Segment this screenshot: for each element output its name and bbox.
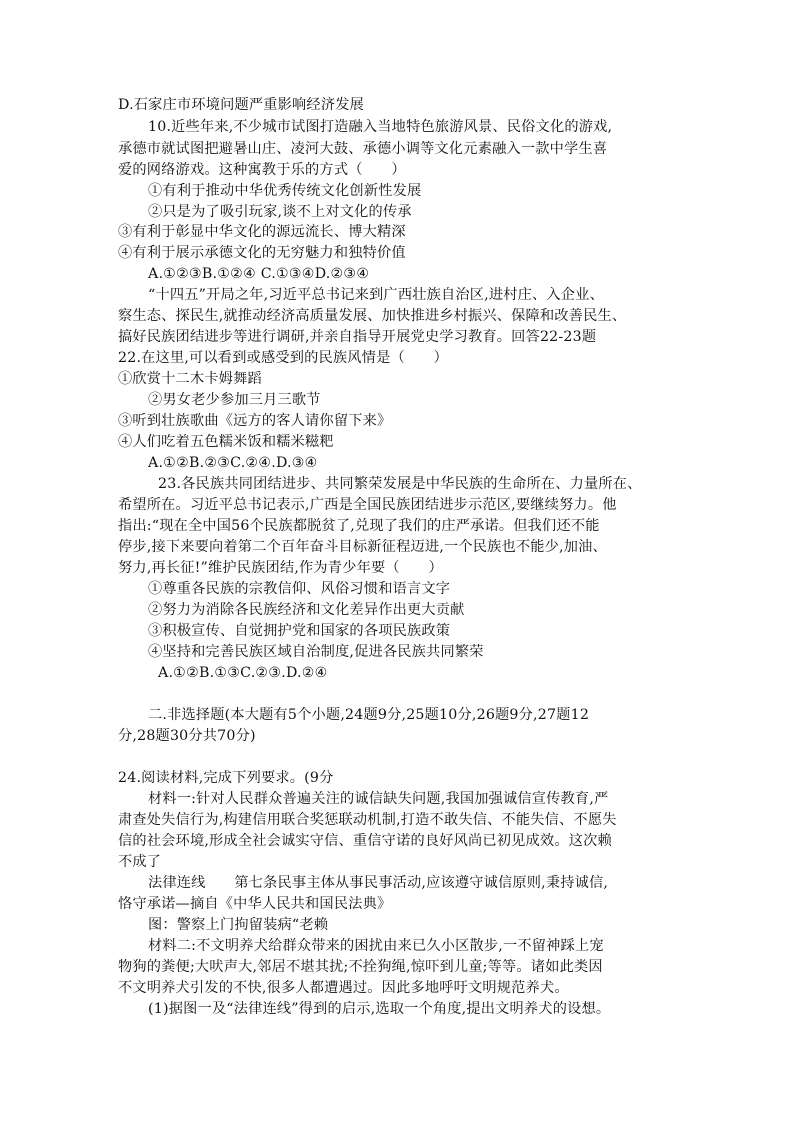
question-10-line-2: 承德市就试图把避暑山庄、凌河大鼓、承德小调等文化元素融入一款中学生喜	[118, 141, 608, 157]
q24-material-1-line-3: 信的社会环境,形成全社会诚实守信、重信守诺的良好风尚已初见成效。这次赖	[118, 833, 612, 849]
q22-statement-2: ②男女老少参加三月三歌节	[148, 392, 321, 408]
law-link-line-1: 法律连线 第七条民事主体从事民事活动,应该遵守诚信原则,秉持诚信,	[148, 875, 609, 891]
q24-subquestion-1: (1)据图一及“法律连线”得到的启示,选取一个角度,提出文明养犬的设想。	[148, 1001, 611, 1017]
q22-statement-1: ①欣赏十二木卡姆舞蹈	[118, 371, 262, 387]
q23-statement-4: ④坚持和完善民族区域自治制度,促进各民族共同繁荣	[148, 644, 484, 660]
question-10-line-3: 爱的网络游戏。这种寓教于乐的方式（ ）	[118, 162, 406, 178]
q24-material-2-line-1: 材料二:不文明养犬给群众带来的困扰由来已久小区散步,一不留神踩上宠	[148, 938, 604, 954]
question-24-stem: 24.阅读材料,完成下列要求。(9分	[118, 770, 334, 786]
question-10-line-1: 10.近些年来,不少城市试图打造融入当地特色旅游风景、民俗文化的游戏,	[148, 119, 613, 135]
question-23-line-4: 停步,接下来要向着第二个百年奋斗目标新征程迈进,一个民族也不能少,加油、	[118, 539, 607, 555]
q24-material-1-line-1: 材料一:针对人民群众普遍关注的诚信缺失问题,我国加强诚信宣传教育,严	[148, 791, 609, 807]
q10-options: A.①②③B.①②④ C.①③④D.②③④	[148, 266, 370, 282]
q10-statement-4: ④有利于展示承德文化的无穷魅力和独特价值	[118, 245, 406, 261]
question-23-line-5: 努力,再长征!”维护民族团结,作为青少年要（ ）	[118, 560, 443, 576]
material-intro-line-1: “十四五”开局之年,习近平总书记来到广西壮族自治区,进村庄、入企业、	[148, 287, 604, 303]
law-link-line-2: 恪守承诺—摘自《中华人民共和国民法典》	[118, 896, 392, 912]
question-23-line-2: 希望所在。习近平总书记表示,广西是全国民族团结进步示范区,要继续努力。他	[118, 497, 617, 513]
q24-material-1-line-4: 不成了	[118, 854, 162, 870]
q24-material-2-line-3: 不文明养犬引发的不快,很多人都遭遇过。因此多地呼吁文明规范养犬。	[118, 980, 569, 996]
q24-material-1-line-2: 肃查处失信行为,构建信用联合奖惩联动机制,打造不敢失信、不能失信、不愿失	[118, 812, 617, 828]
q22-options: A.①②B.②③C.②④.D.③④	[148, 455, 318, 471]
q10-statement-2: ②只是为了吸引玩家,谈不上对文化的传承	[148, 204, 412, 220]
question-23-line-1: 23.各民族共同团结进步、共同繁荣发展是中华民族的生命所在、力量所在、	[158, 476, 642, 492]
material-intro-line-3: 搞好民族团结进步等进行调研,并亲自指导开展党史学习教育。回答22-23题	[118, 329, 597, 345]
q10-statement-1: ①有利于推动中华优秀传统文化创新性发展	[148, 183, 422, 199]
figure-caption: 图：警察上门拘留装病“老赖	[148, 917, 329, 933]
q22-statement-4: ④人们吃着五色糯米饭和糯米糍粑	[118, 434, 334, 450]
q23-options: A.①②B.①③C.②③.D.②④	[158, 665, 328, 681]
q22-statement-3: ③听到壮族歌曲《远方的客人请你留下来》	[118, 413, 392, 429]
material-intro-line-2: 察生态、探民生,就推动经济高质量发展、加快推进乡村振兴、保障和改善民生、	[118, 308, 627, 324]
q23-statement-3: ③积极宣传、自觉拥护党和国家的各项民族政策	[148, 623, 451, 639]
q23-statement-2: ②努力为消除各民族经济和文化差异作出更大贡献	[148, 602, 465, 618]
question-22-stem: 22.在这里,可以看到或感受到的民族风情是（ ）	[118, 350, 449, 366]
section-2-heading-line-2: 分,28题30分共70分)	[118, 728, 256, 744]
option-d-line: D.石家庄市环境问题严重影响经济发展	[118, 97, 364, 113]
q24-material-2-line-2: 物狗的粪便;大吠声大,邻居不堪其扰;不拴狗绳,惊吓到儿童;等等。诸如此类因	[118, 959, 603, 975]
q23-statement-1: ①尊重各民族的宗教信仰、风俗习惯和语言文字	[148, 581, 451, 597]
q10-statement-3: ③有利于彰显中华文化的源远流长、博大精深	[118, 224, 406, 240]
question-23-line-3: 指出:“现在全中国56个民族都脱贫了,兑现了我们的庄严承诺。但我们还不能	[118, 518, 600, 534]
section-2-heading-line-1: 二.非选择题(本大题有5个小题,24题9分,25题10分,26题9分,27题12	[148, 707, 590, 723]
